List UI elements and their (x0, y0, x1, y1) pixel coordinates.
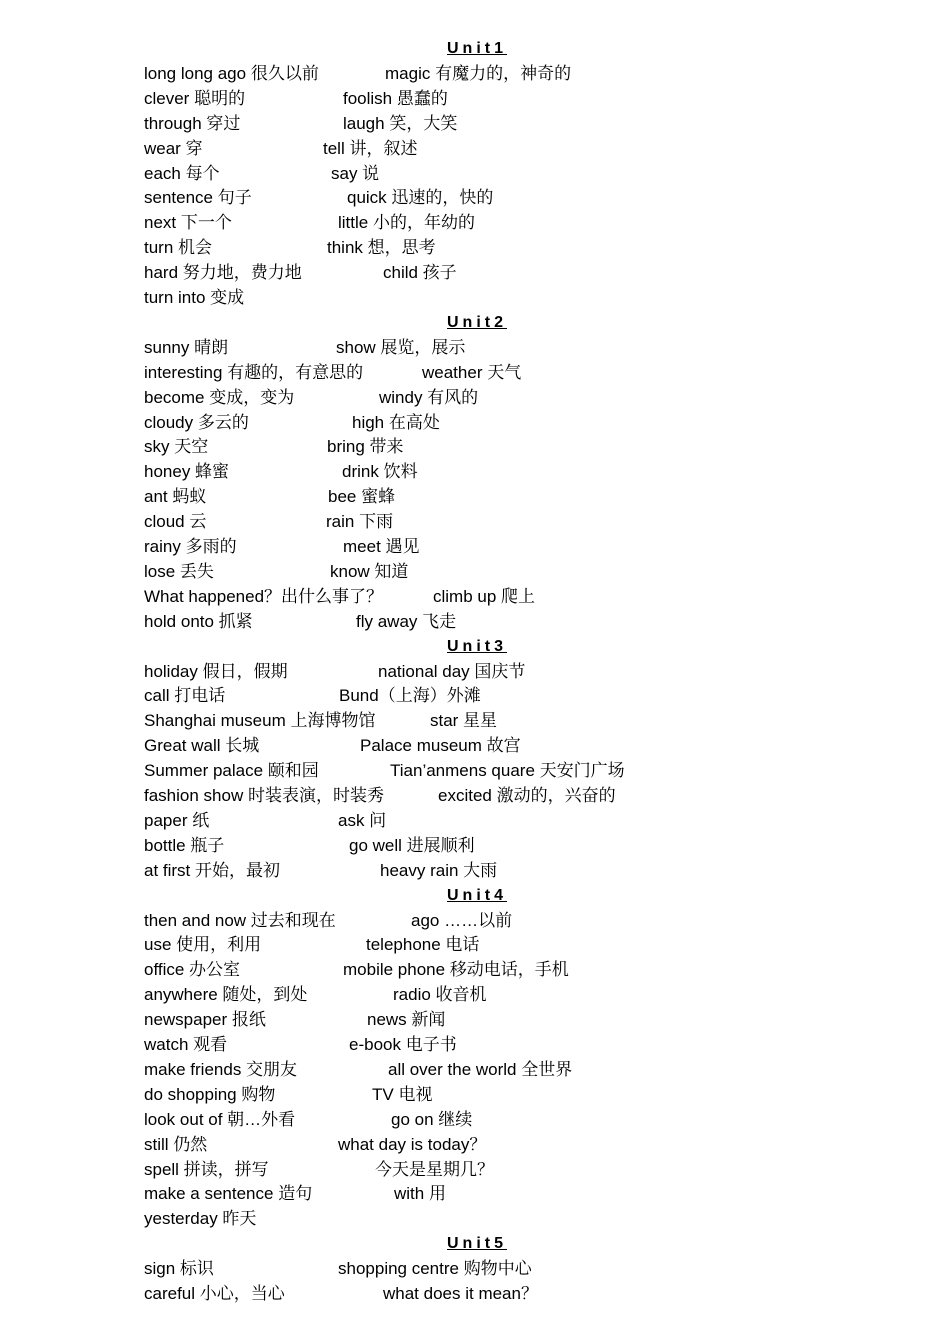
vocab-entry-right: weather 天气 (422, 362, 522, 382)
vocab-entry-right: national day 国庆节 (378, 661, 526, 681)
vocab-entry-right: go on 继续 (391, 1109, 473, 1129)
vocab-entry-right: go well 进展顺利 (349, 835, 475, 855)
vocab-entry-right: windy 有风的 (379, 387, 479, 407)
vocab-entry-right: drink 饮料 (342, 462, 418, 482)
vocab-entry-left: then and now 过去和现在 (144, 910, 336, 930)
vocab-entry-left: next 下一个 (144, 213, 232, 233)
vocab-entry-left: hard 努力地，费力地 (144, 263, 302, 283)
vocab-entry-right: e-book 电子书 (349, 1035, 457, 1054)
vocab-entry-right: bring 带来 (327, 437, 404, 457)
vocab-entry-right: all over the world 全世界 (388, 1059, 573, 1079)
vocab-entry-left: through 穿过 (144, 113, 241, 133)
vocab-entry-right: rain 下雨 (326, 512, 394, 532)
vocab-entry-left: sentence 句子 (144, 188, 252, 208)
vocab-entry-left: clever 聪明的 (144, 88, 246, 108)
vocab-entry-left: turn into 变成 (144, 288, 245, 307)
vocab-entry-right: 今天是星期几？ (375, 1159, 494, 1179)
vocab-entry-left: wear 穿 (144, 138, 203, 158)
vocab-entry-right: say 说 (331, 163, 380, 183)
vocab-entry-right: show 展览，展示 (336, 337, 466, 357)
vocab-entry-left: make a sentence 造句 (144, 1184, 313, 1204)
vocab-entry-left: honey 蜂蜜 (144, 462, 230, 482)
vocab-entry-left: turn 机会 (144, 238, 213, 258)
vocab-entry-left: watch 观看 (144, 1035, 228, 1054)
unit-heading: Unit2 (447, 313, 507, 331)
vocab-entry-left: still 仍然 (144, 1134, 208, 1154)
vocab-entry-right: climb up 爬上 (433, 586, 536, 606)
vocab-entry-right: what day is today？ (338, 1134, 487, 1154)
vocab-entry-left: look out of 朝…外看 (144, 1109, 296, 1129)
vocab-entry-right: fly away 飞走 (356, 611, 457, 631)
vocab-entry-left: Great wall 长城 (144, 736, 260, 756)
vocab-entry-left: call 打电话 (144, 686, 226, 706)
vocab-entry-right: meet 遇见 (343, 537, 420, 556)
vocab-entry-left: bottle 瓶子 (144, 835, 225, 855)
vocab-entry-left: rainy 多雨的 (144, 537, 237, 556)
vocab-entry-right: heavy rain 大雨 (380, 860, 498, 880)
vocab-entry-right: tell 讲，叙述 (323, 138, 418, 158)
unit-heading: Unit5 (447, 1235, 507, 1253)
vocab-entry-right: excited 激动的，兴奋的 (438, 786, 616, 805)
vocab-entry-left: make friends 交朋友 (144, 1059, 298, 1079)
vocab-entry-left: careful 小心，当心 (144, 1284, 285, 1303)
unit-heading: Unit3 (447, 637, 507, 655)
vocab-entry-right: Bund（上海）外滩 (339, 686, 481, 706)
vocab-entry-right: quick 迅速的，快的 (347, 188, 494, 208)
vocab-entry-right: magic 有魔力的，神奇的 (385, 63, 572, 83)
vocab-entry-left: cloudy 多云的 (144, 412, 249, 432)
vocab-entry-right: know 知道 (330, 561, 409, 581)
vocab-entry-right: star 星星 (430, 711, 498, 731)
vocab-entry-left: become 变成，变为 (144, 387, 295, 407)
vocab-entry-right: laugh 笑，大笑 (343, 113, 458, 133)
vocab-entry-right: mobile phone 移动电话，手机 (343, 960, 569, 980)
vocab-entry-left: sign 标识 (144, 1259, 214, 1279)
vocab-entry-right: child 孩子 (383, 263, 457, 283)
vocab-entry-right: Tian’anmens quare 天安门广场 (390, 761, 625, 781)
unit-heading: Unit4 (447, 886, 507, 904)
unit-heading: Unit1 (447, 40, 507, 57)
vocab-entry-right: what does it mean？ (383, 1284, 538, 1303)
vocab-entry-left: sky 天空 (144, 437, 209, 457)
vocab-entry-right: bee 蜜蜂 (328, 487, 396, 507)
vocab-entry-right: radio 收音机 (393, 985, 487, 1005)
vocab-entry-left: spell 拼读，拼写 (144, 1159, 269, 1179)
vocab-entry-left: use 使用，利用 (144, 935, 262, 955)
vocab-entry-left: holiday 假日，假期 (144, 661, 288, 681)
vocab-entry-left: anywhere 随处，到处 (144, 985, 308, 1005)
vocab-entry-left: cloud 云 (144, 512, 207, 532)
vocab-entry-right: ask 问 (338, 810, 387, 830)
vocab-entry-left: interesting 有趣的，有意思的 (144, 362, 364, 382)
vocab-entry-left: lose 丢失 (144, 561, 214, 581)
vocab-entry-right: ago ……以前 (411, 910, 513, 930)
vocab-entry-left: Shanghai museum 上海博物馆 (144, 711, 376, 731)
vocab-entry-left: sunny 晴朗 (144, 337, 229, 357)
vocab-entry-left: fashion show 时装表演，时装秀 (144, 786, 384, 805)
vocab-entry-left: newspaper 报纸 (144, 1010, 266, 1030)
vocab-entry-left: hold onto 抓紧 (144, 611, 253, 631)
vocab-entry-right: telephone 电话 (366, 935, 480, 955)
vocab-entry-left: do shopping 购物 (144, 1084, 276, 1104)
vocab-entry-left: each 每个 (144, 163, 220, 183)
vocab-entry-left: office 办公室 (144, 960, 241, 980)
vocab-entry-right: shopping centre 购物中心 (338, 1259, 532, 1279)
vocab-entry-right: TV 电视 (372, 1084, 433, 1104)
vocab-entry-left: paper 纸 (144, 810, 210, 830)
vocab-entry-right: high 在高处 (352, 412, 440, 432)
vocab-entry-left: yesterday 昨天 (144, 1209, 257, 1229)
vocab-entry-left: at first 开始，最初 (144, 860, 281, 880)
vocab-entry-left: What happened？出什么事了？ (144, 586, 384, 606)
vocab-entry-left: long long ago 很久以前 (144, 63, 319, 83)
vocab-entry-left: ant 蚂蚁 (144, 487, 207, 507)
vocab-entry-right: think 想，思考 (327, 238, 436, 258)
vocab-entry-left: Summer palace 颐和园 (144, 761, 319, 781)
vocab-entry-right: little 小的，年幼的 (338, 213, 475, 233)
vocab-entry-right: Palace museum 故宫 (360, 736, 521, 756)
vocab-entry-right: news 新闻 (367, 1010, 446, 1030)
vocab-entry-right: with 用 (394, 1184, 446, 1204)
vocab-entry-right: foolish 愚蠢的 (343, 88, 448, 108)
